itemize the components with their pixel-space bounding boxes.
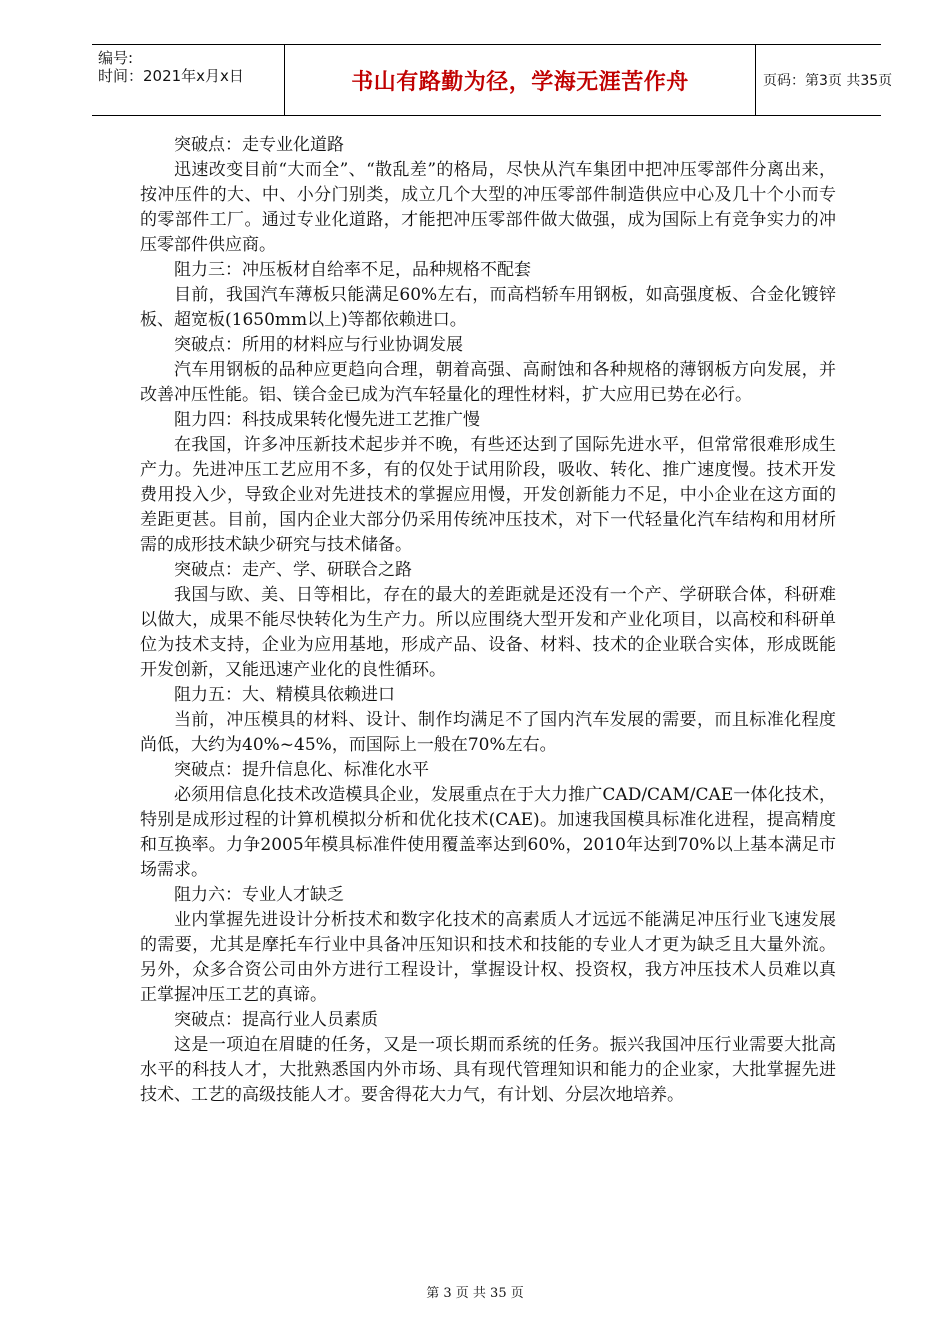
body-paragraph: 这是一项迫在眉睫的任务，又是一项长期而系统的任务。振兴我国冲压行业需要大批高水平的科技人才，大批熟悉国内外市场、具有现代管理知识和能力的企业家，大批掌握先进技术、工艺的高级技能人才。要舍得花大力气，有计划、分层次地培养。 bbox=[140, 1035, 836, 1105]
body-paragraph: 迅速改变目前“大而全”、“散乱差”的格局，尽快从汽车集团中把冲压零部件分离出来，按冲压件的大、中、小分门别类，成立几个大型的冲压零部件制造供应中心及几十个小而专的零部件工厂。通过专业化道路，才能把冲压零部件做大做强，成为国际上有竞争实力的冲压零部件供应商。 bbox=[140, 160, 836, 255]
time-label: 时间：2021年x月x日 bbox=[98, 67, 244, 85]
number-label: 编号: bbox=[98, 49, 134, 67]
header-page-label: 页码：第3页 共35页 bbox=[763, 73, 893, 89]
body-paragraph: 在我国，许多冲压新技术起步并不晚，有些还达到了国际先进水平，但常常很难形成生产力。先进冲压工艺应用不多，有的仅处于试用阶段，吸收、转化、推广速度慢。技术开发费用投入少，导致企业对先进技术的掌握应用慢，开发创新能力不足，中小企业在这方面的差距更甚。目前，国内企业大部分仍采用传统冲压技术，对下一代轻量化汽车结构和用材所需的成形技术缺少研究与技术储备。 bbox=[140, 435, 836, 555]
body-paragraph: 必须用信息化技术改造模具企业，发展重点在于大力推广CAD/CAM/CAE一体化技术，特别是成形过程的计算机模拟分析和优化技术(CAE)。加速我国模具标准化进程，提高精度和互换率。力争2005年模具标准件使用覆盖率达到60%，2010年达到70%以上基本满足市场需求。 bbox=[140, 785, 836, 880]
section-heading: 突破点：提升信息化、标准化水平 bbox=[174, 760, 429, 780]
page-footer: 第 3 页 共 35 页 bbox=[426, 1286, 524, 1301]
header-motto: 书山有路勤为径，学海无涯苦作舟 bbox=[284, 45, 756, 115]
body-paragraph: 业内掌握先进设计分析技术和数字化技术的高素质人才远远不能满足冲压行业飞速发展的需要，尤其是摩托车行业中具备冲压知识和技术和技能的专业人才更为缺乏且大量外流。另外，众多合资公司由外方进行工程设计，掌握设计权、投资权，我方冲压技术人员难以真正掌握冲压工艺的真谛。 bbox=[140, 910, 836, 1005]
section-heading: 阻力四：科技成果转化慢先进工艺推广慢 bbox=[174, 410, 480, 430]
section-heading: 突破点：所用的材料应与行业协调发展 bbox=[174, 335, 463, 355]
section-heading: 突破点：走产、学、研联合之路 bbox=[174, 560, 412, 580]
section-heading: 突破点：走专业化道路 bbox=[174, 135, 344, 155]
body-paragraph: 当前，冲压模具的材料、设计、制作均满足不了国内汽车发展的需要，而且标准化程度尚低，大约为40%~45%，而国际上一般在70%左右。 bbox=[140, 710, 836, 755]
header-meta bbox=[92, 45, 284, 115]
body-paragraph: 我国与欧、美、日等相比，存在的最大的差距就是还没有一个产、学研联合体，科研难以做大，成果不能尽快转化为生产力。所以应围绕大型开发和产业化项目，以高校和科研单位为技术支持，企业为应用基地，形成产品、设备、材料、技术的企业联合实体，形成既能开发创新，又能迅速产业化的良性循环。 bbox=[140, 585, 836, 680]
section-heading: 阻力五：大、精模具依赖进口 bbox=[174, 685, 395, 705]
body-paragraph: 目前，我国汽车薄板只能满足60%左右，而高档轿车用钢板，如高强度板、合金化镀锌板、超宽板(1650mm以上)等都依赖进口。 bbox=[140, 285, 836, 330]
page-header bbox=[92, 44, 893, 116]
document-body bbox=[140, 133, 836, 1108]
section-heading: 阻力三：冲压板材自给率不足，品种规格不配套 bbox=[174, 260, 531, 280]
body-paragraph: 汽车用钢板的品种应更趋向合理，朝着高强、高耐蚀和各种规格的薄钢板方向发展，并改善冲压性能。铝、镁合金已成为汽车轻量化的理性材料，扩大应用已势在必行。 bbox=[140, 360, 836, 405]
section-heading: 突破点：提高行业人员素质 bbox=[174, 1010, 378, 1030]
section-heading: 阻力六：专业人才缺乏 bbox=[174, 885, 344, 905]
